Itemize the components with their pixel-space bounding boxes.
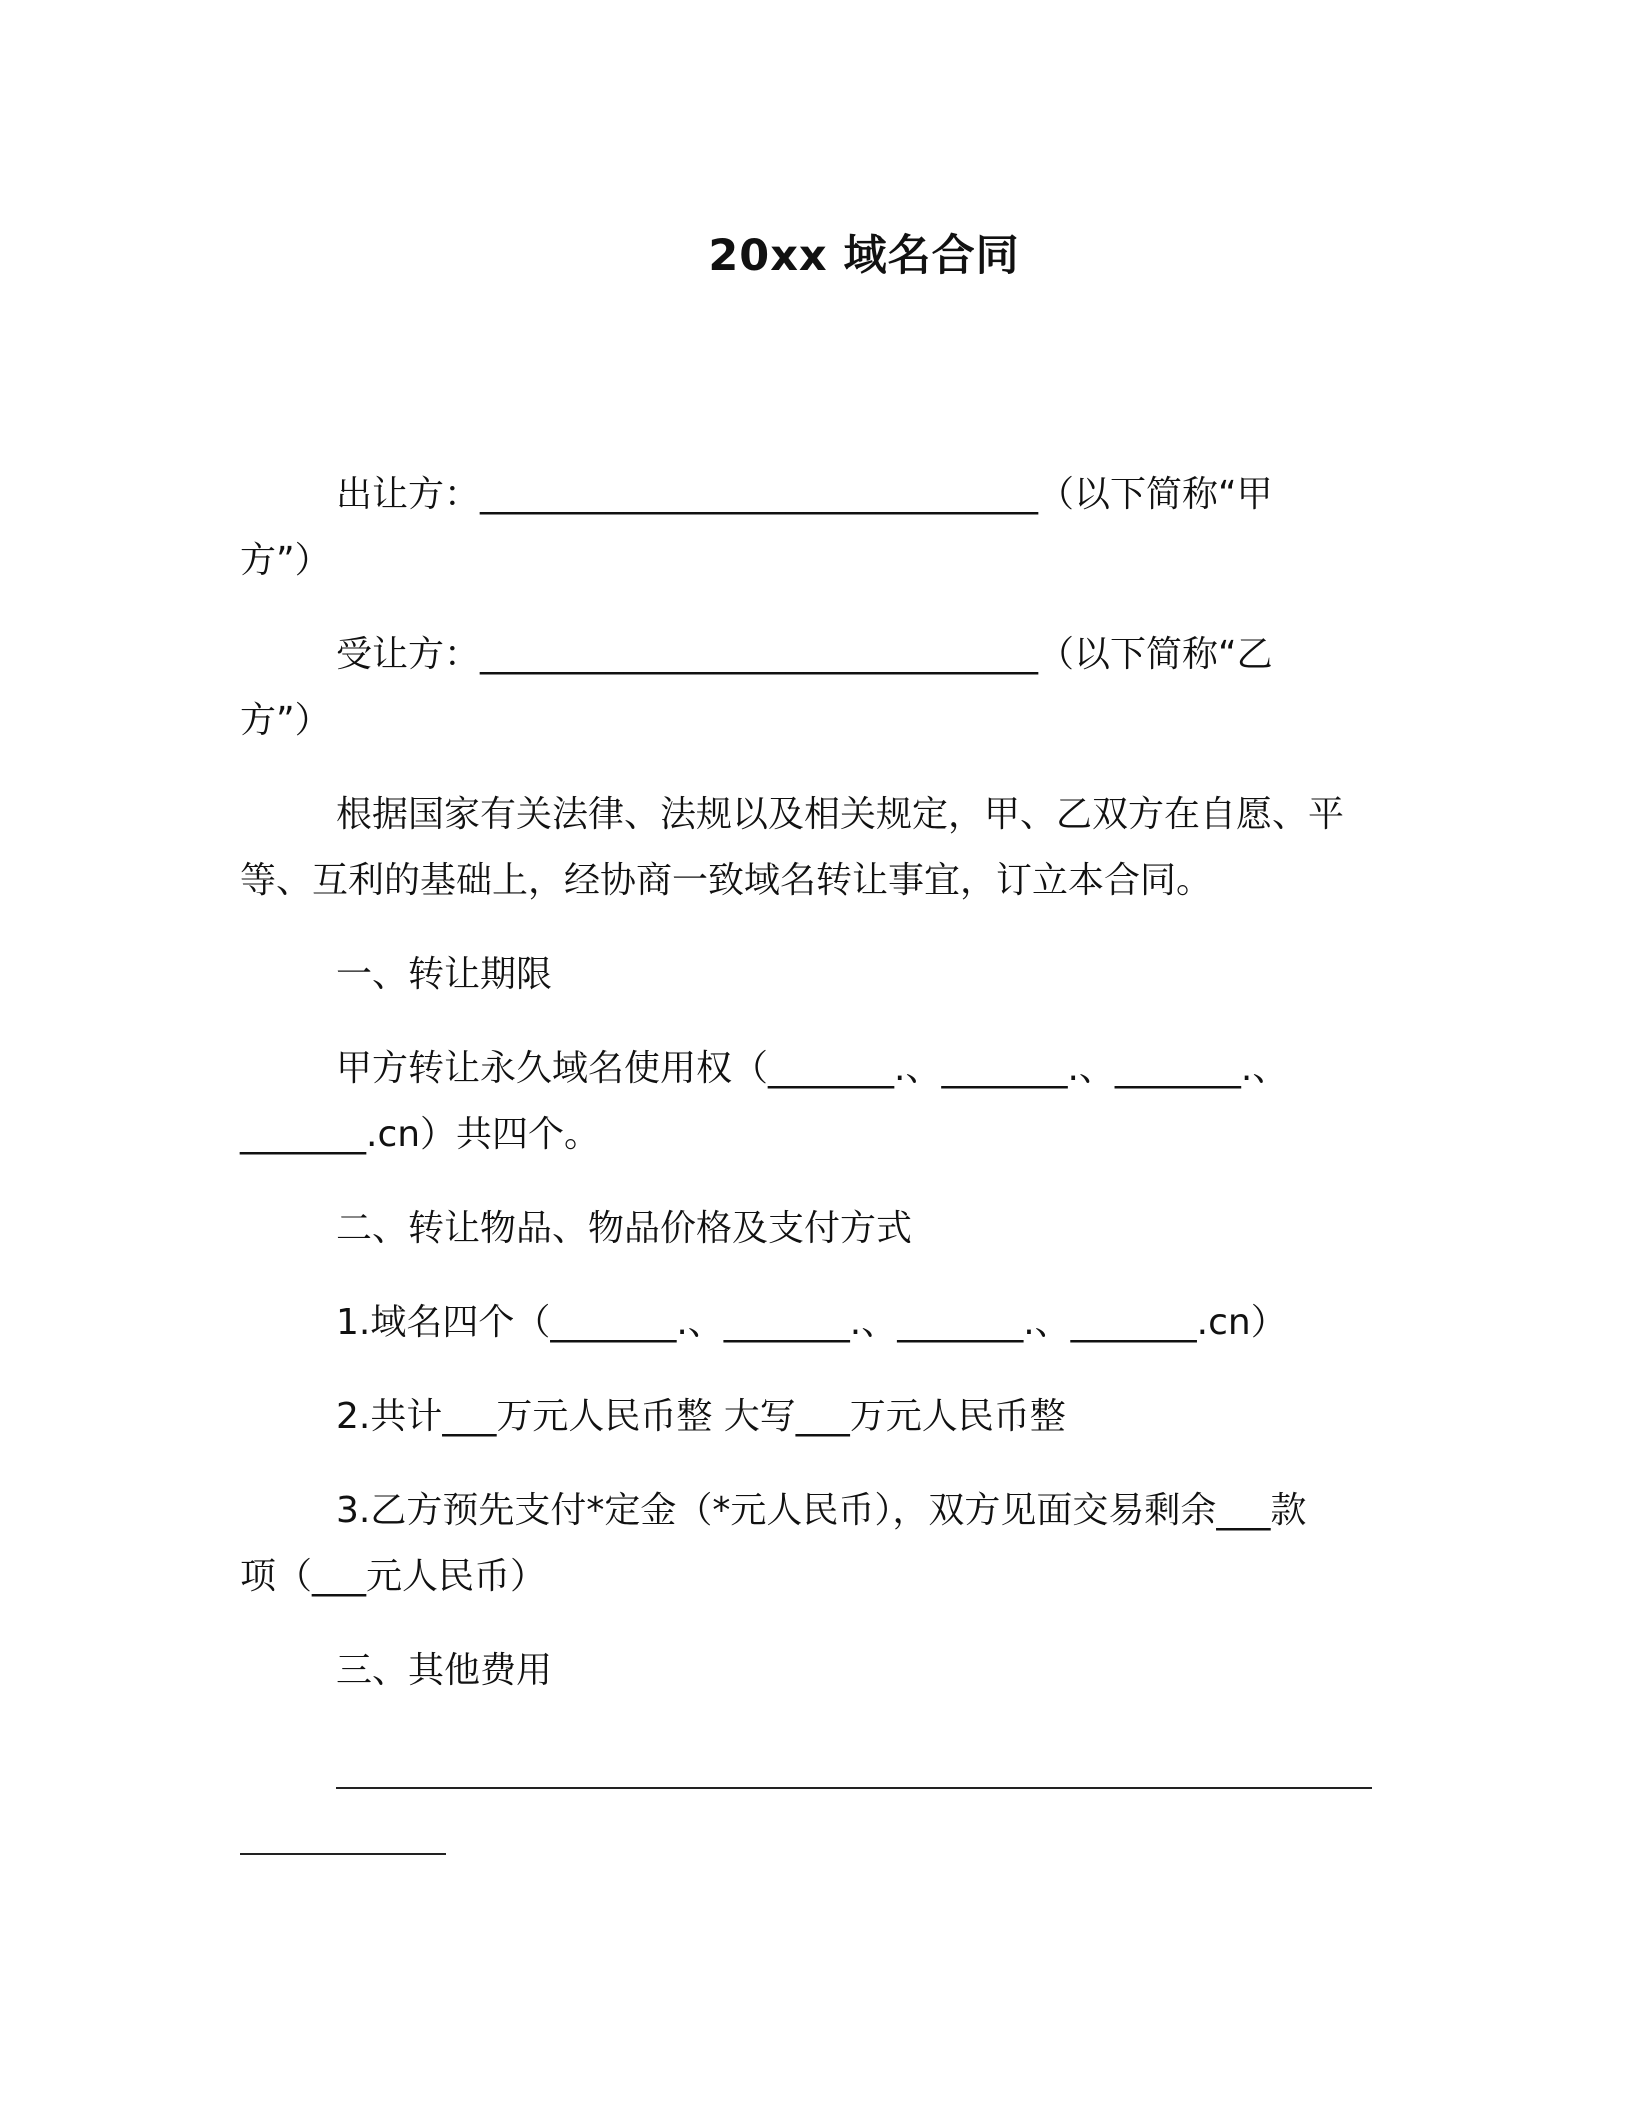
section-1-heading (240, 942, 1370, 1008)
section-3-heading-text: 三、其他费用 (336, 1650, 553, 1691)
blank-fill-line-2 (240, 1853, 446, 1855)
item-1 (240, 1290, 1370, 1356)
preamble-line-1 (240, 782, 1370, 848)
blank-fill-line-1 (336, 1787, 1372, 1789)
section-2-heading-text: 二、转让物品、物品价格及支付方式 (336, 1208, 913, 1249)
section-2-heading (240, 1196, 1370, 1262)
section-1-heading-text: 一、转让期限 (336, 954, 553, 995)
section-1-body-line-2: _______.cn）共四个。 (240, 1114, 601, 1155)
preamble-text: 根据国家有关法律、法规以及相关规定，甲、乙双方在自愿、平 (336, 794, 1345, 835)
assignor-line-1 (240, 462, 1370, 528)
assignee-text: 受让方：_______________________________（以下简称“乙 (336, 634, 1273, 675)
document-title: 20xx 域名合同 (708, 231, 1020, 281)
assignor-text: 出让方：_______________________________（以下简称“甲 (336, 474, 1273, 515)
assignee-line-2: 方”） (240, 700, 331, 741)
item-1-text: 1.域名四个（_______.、_______.、_______.、_______.cn） (336, 1302, 1287, 1343)
section-1-body-text: 甲方转让永久域名使用权（_______.、_______.、_______.、 (336, 1048, 1289, 1089)
assignor-line-2: 方”） (240, 540, 331, 581)
assignee-line-1 (240, 622, 1370, 688)
item-3-line-2: 项（___元人民币） (240, 1556, 547, 1597)
preamble-line-2: 等、互利的基础上，经协商一致域名转让事宜，订立本合同。 (240, 860, 1213, 901)
section-3-heading (240, 1638, 1370, 1704)
item-3-line-1 (240, 1478, 1370, 1544)
item-3-text: 3.乙方预先支付*定金（*元人民币），双方见面交易剩余___款 (336, 1490, 1307, 1531)
item-2 (240, 1384, 1370, 1450)
item-2-text: 2.共计___万元人民币整 大写___万元人民币整 (336, 1396, 1066, 1437)
section-1-body-line-1 (240, 1036, 1370, 1102)
